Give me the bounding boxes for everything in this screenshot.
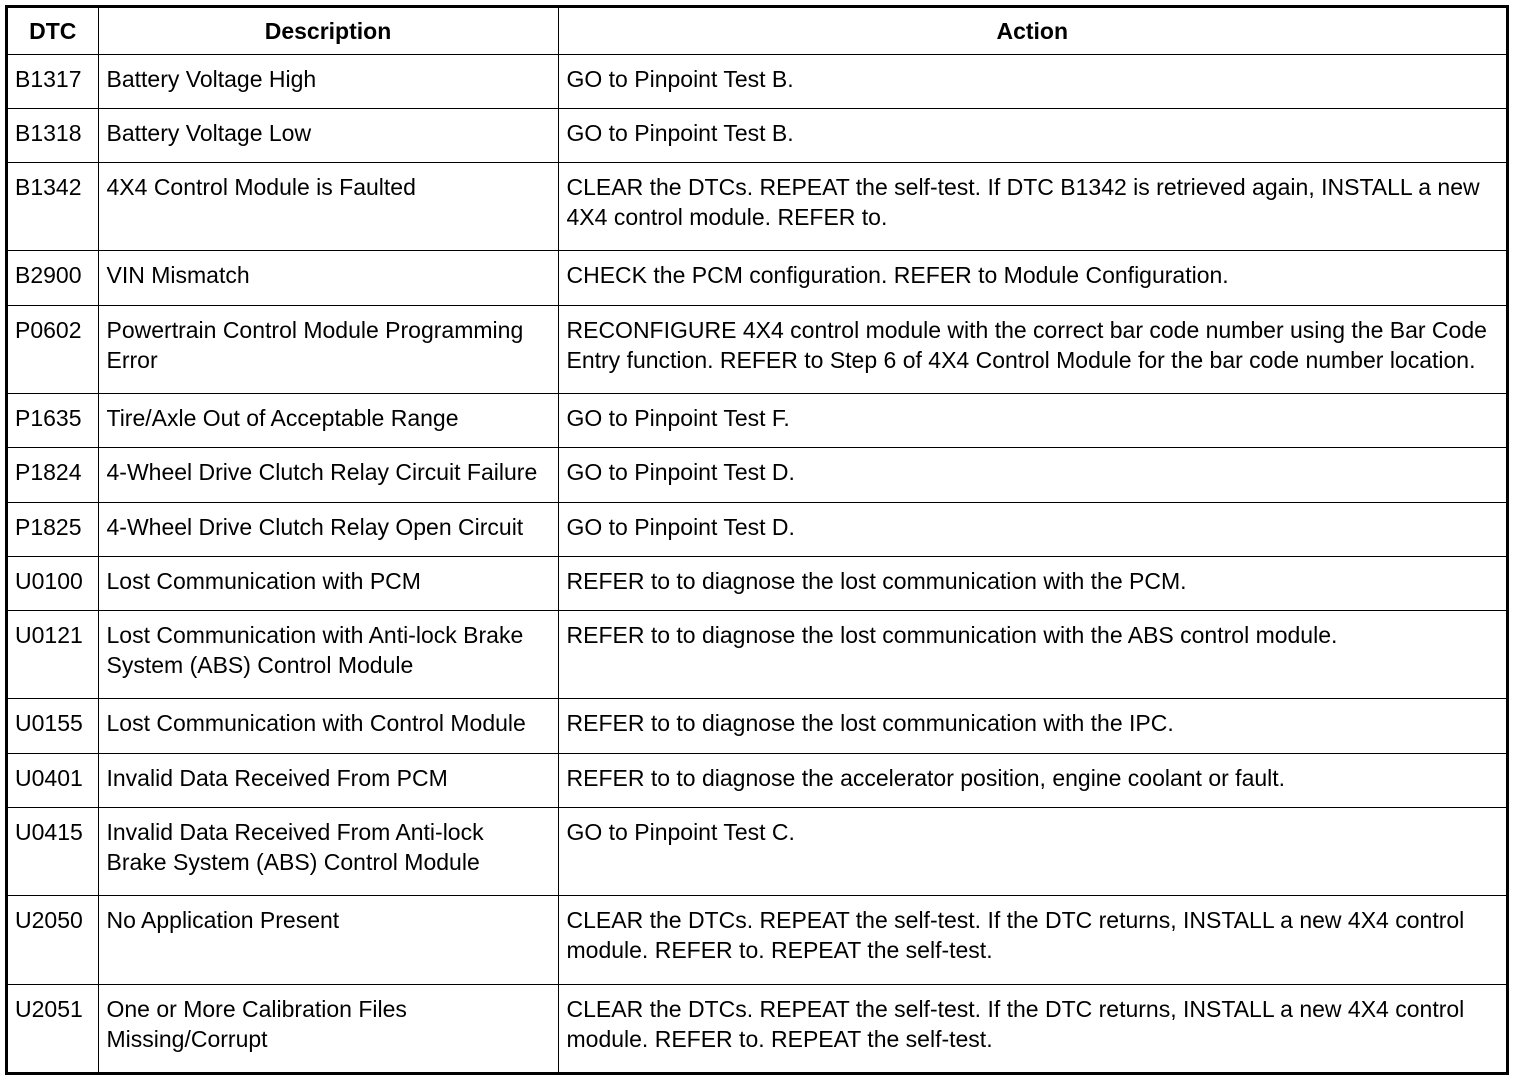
action-cell: CLEAR the DTCs. REPEAT the self-test. If the DTC returns, INSTALL a new 4X4 control module. REFER to. REPEAT the self-test. [558, 896, 1506, 984]
action-cell: GO to Pinpoint Test C. [558, 808, 1506, 896]
dtc-table [8, 8, 1506, 1072]
table-row [8, 502, 1506, 556]
description-cell: 4-Wheel Drive Clutch Relay Circuit Failure [98, 448, 558, 502]
dtc-code-cell: U0100 [8, 556, 98, 610]
dtc-code-cell: U0401 [8, 753, 98, 807]
action-cell: GO to Pinpoint Test D. [558, 502, 1506, 556]
action-cell: RECONFIGURE 4X4 control module with the correct bar code number using the Bar Code Entry function. REFER to Step 6 of 4X4 Control Module for the bar code number location. [558, 305, 1506, 393]
description-cell: Tire/Axle Out of Acceptable Range [98, 393, 558, 447]
description-cell: Invalid Data Received From PCM [98, 753, 558, 807]
table-row [8, 54, 1506, 108]
dtc-table-frame [5, 5, 1509, 1075]
description-cell: 4-Wheel Drive Clutch Relay Open Circuit [98, 502, 558, 556]
table-row [8, 611, 1506, 699]
dtc-code-cell: U0121 [8, 611, 98, 699]
header-dtc: DTC [8, 8, 98, 54]
table-header-row [8, 8, 1506, 54]
description-cell: Powertrain Control Module Programming Error [98, 305, 558, 393]
action-cell: GO to Pinpoint Test F. [558, 393, 1506, 447]
description-cell: Lost Communication with PCM [98, 556, 558, 610]
description-cell: One or More Calibration Files Missing/Corrupt [98, 984, 558, 1072]
dtc-code-cell: P1824 [8, 448, 98, 502]
dtc-code-cell: U2050 [8, 896, 98, 984]
description-cell: Lost Communication with Control Module [98, 699, 558, 753]
table-row [8, 984, 1506, 1072]
action-cell: GO to Pinpoint Test D. [558, 448, 1506, 502]
description-cell: VIN Mismatch [98, 251, 558, 305]
action-cell: CLEAR the DTCs. REPEAT the self-test. If the DTC returns, INSTALL a new 4X4 control module. REFER to. REPEAT the self-test. [558, 984, 1506, 1072]
description-cell: 4X4 Control Module is Faulted [98, 163, 558, 251]
action-cell: REFER to to diagnose the lost communication with the IPC. [558, 699, 1506, 753]
action-cell: GO to Pinpoint Test B. [558, 54, 1506, 108]
table-row [8, 808, 1506, 896]
table-row [8, 108, 1506, 162]
header-action: Action [558, 8, 1506, 54]
table-row [8, 699, 1506, 753]
action-cell: CHECK the PCM configuration. REFER to Module Configuration. [558, 251, 1506, 305]
table-row [8, 305, 1506, 393]
dtc-code-cell: P1635 [8, 393, 98, 447]
dtc-code-cell: B1317 [8, 54, 98, 108]
description-cell: No Application Present [98, 896, 558, 984]
dtc-code-cell: U0155 [8, 699, 98, 753]
table-row [8, 556, 1506, 610]
action-cell: REFER to to diagnose the lost communication with the ABS control module. [558, 611, 1506, 699]
dtc-code-cell: P1825 [8, 502, 98, 556]
description-cell: Battery Voltage High [98, 54, 558, 108]
dtc-code-cell: U2051 [8, 984, 98, 1072]
table-row [8, 163, 1506, 251]
dtc-code-cell: B1318 [8, 108, 98, 162]
dtc-code-cell: B1342 [8, 163, 98, 251]
table-row [8, 896, 1506, 984]
action-cell: REFER to to diagnose the accelerator position, engine coolant or fault. [558, 753, 1506, 807]
dtc-code-cell: U0415 [8, 808, 98, 896]
header-description: Description [98, 8, 558, 54]
dtc-code-cell: B2900 [8, 251, 98, 305]
description-cell: Lost Communication with Anti-lock Brake System (ABS) Control Module [98, 611, 558, 699]
action-cell: GO to Pinpoint Test B. [558, 108, 1506, 162]
table-row [8, 448, 1506, 502]
action-cell: REFER to to diagnose the lost communication with the PCM. [558, 556, 1506, 610]
table-row [8, 753, 1506, 807]
dtc-code-cell: P0602 [8, 305, 98, 393]
table-row [8, 393, 1506, 447]
action-cell: CLEAR the DTCs. REPEAT the self-test. If DTC B1342 is retrieved again, INSTALL a new 4X4 control module. REFER to. [558, 163, 1506, 251]
description-cell: Battery Voltage Low [98, 108, 558, 162]
table-row [8, 251, 1506, 305]
description-cell: Invalid Data Received From Anti-lock Brake System (ABS) Control Module [98, 808, 558, 896]
